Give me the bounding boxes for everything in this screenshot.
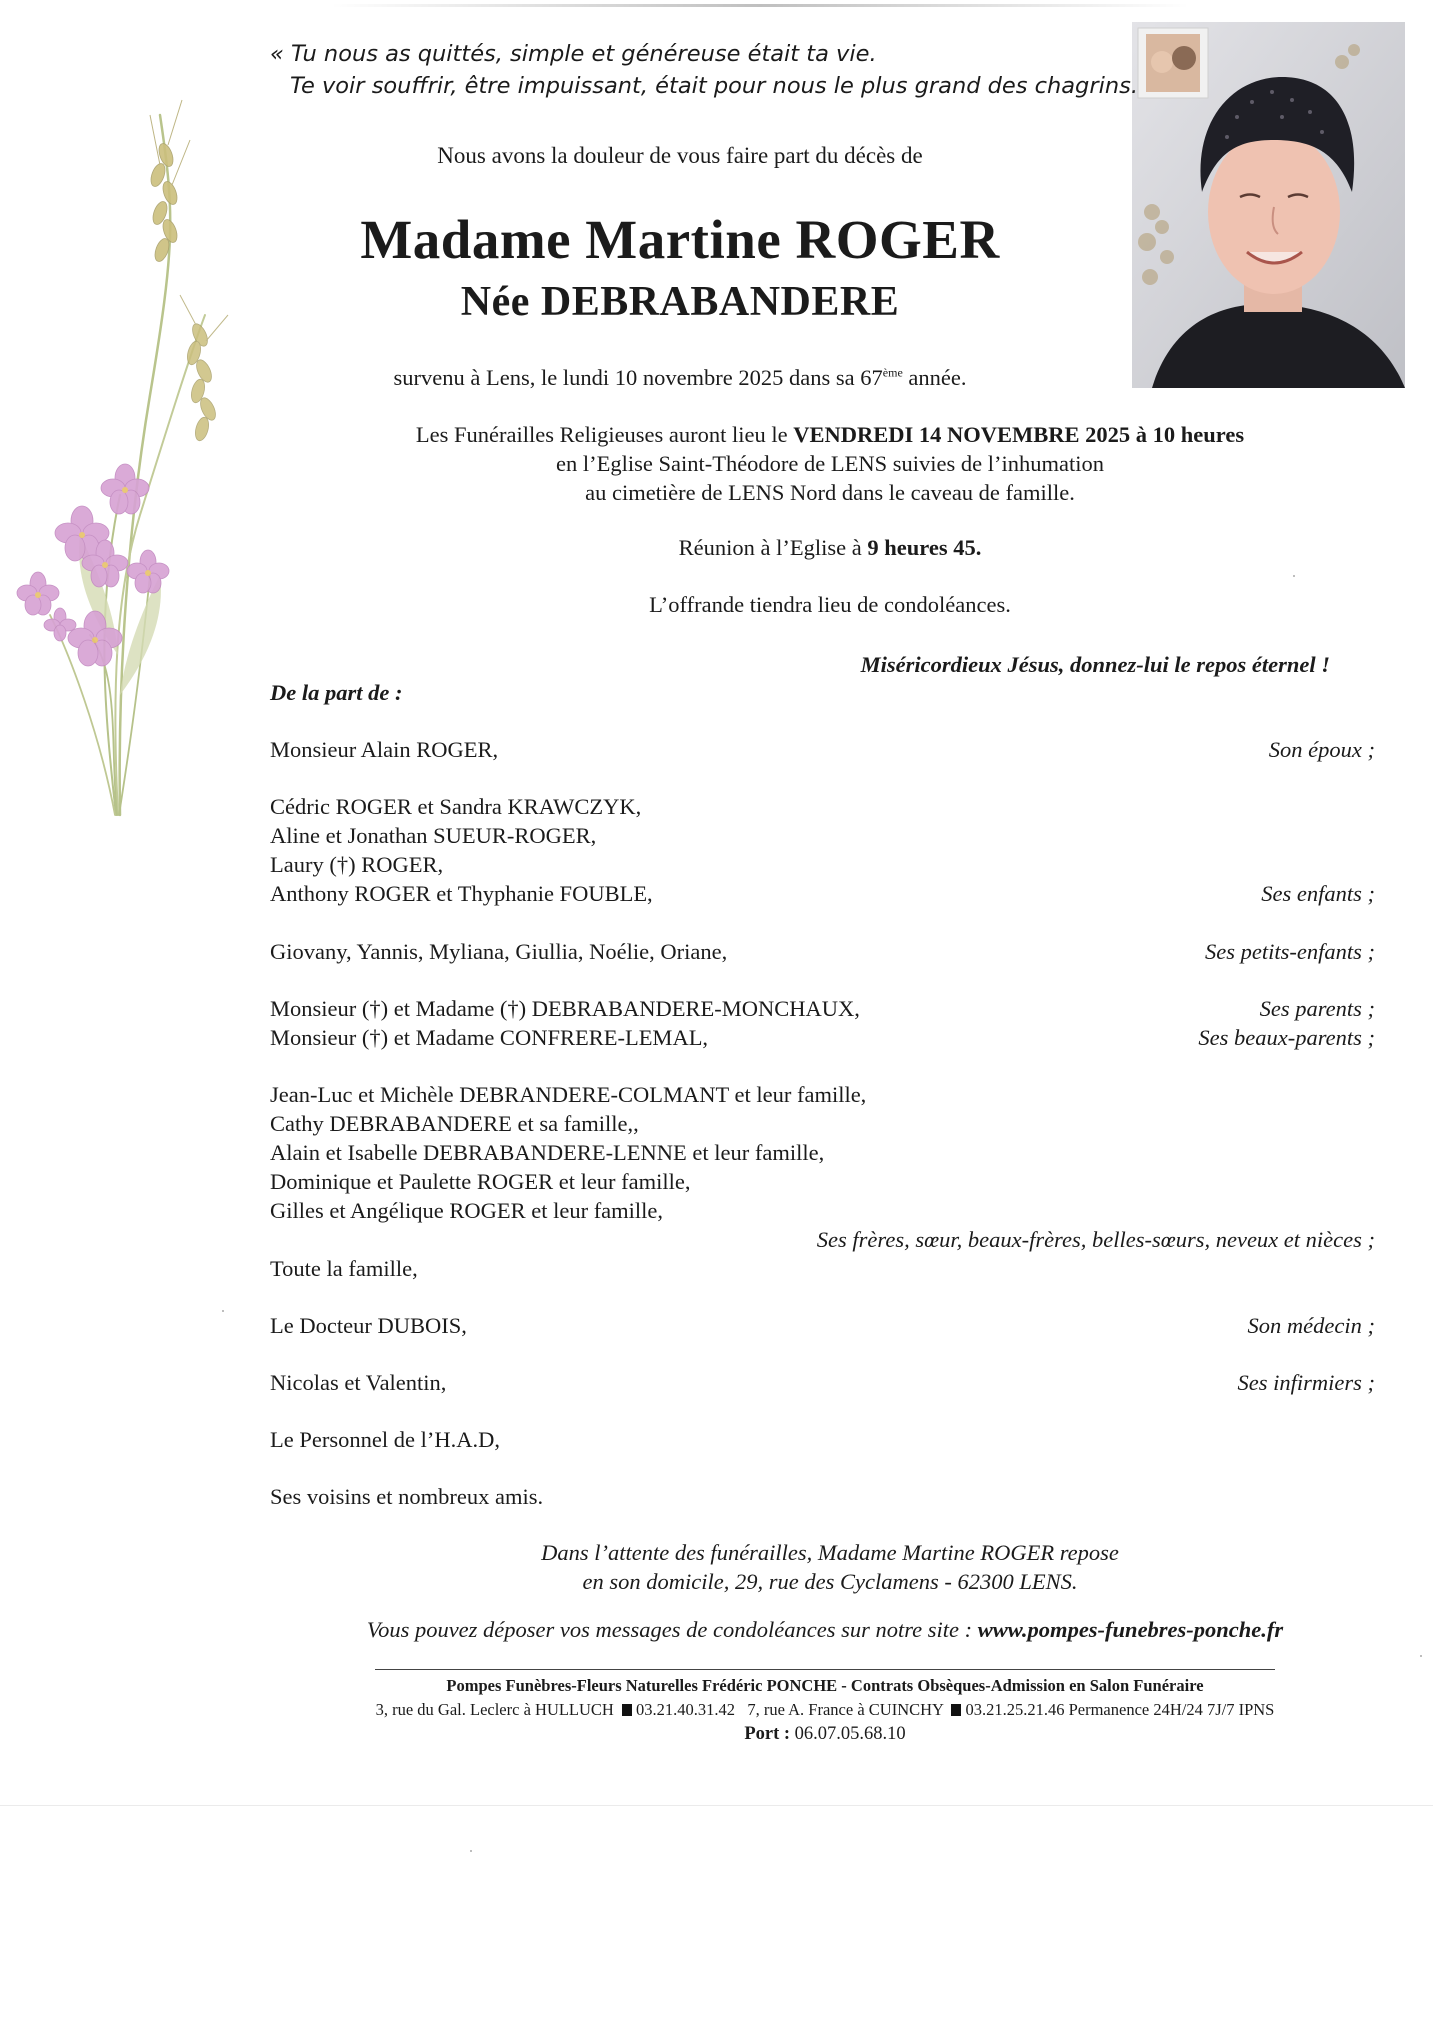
reunion-info — [330, 535, 1330, 561]
repose-info — [330, 1538, 1330, 1596]
funeral-prefix: Les Funérailles Religieuses auront lieu le — [415, 422, 794, 447]
mobile-line — [270, 1724, 1380, 1745]
death-info — [300, 365, 1060, 391]
doctor-name: Le Docteur DUBOIS, — [270, 1313, 467, 1338]
siblings-relation: Ses frères, sœur, beaux-frères, belles-sœurs, neveux et nièces ; — [816, 1227, 1375, 1252]
neighbors-friends: Ses voisins et nombreux amis. — [270, 1484, 544, 1509]
parents-in-law-relation: Ses beaux-parents ; — [1198, 1025, 1375, 1050]
whole-family: Toute la famille, — [270, 1256, 418, 1281]
prayer-line: Miséricordieux Jésus, donnez-lui le repos éternel ! — [860, 652, 1330, 677]
phone-icon — [622, 1704, 632, 1716]
list-item: Cédric ROGER et Sandra KRAWCZYK, — [270, 794, 642, 819]
list-item: Anthony ROGER et Thyphanie FOUBLE, — [270, 881, 653, 906]
nurses-names: Nicolas et Valentin, — [270, 1370, 447, 1395]
repose-line: en son domicile, 29, rue des Cyclamens - 62300 LENS. — [582, 1569, 1078, 1594]
phone-icon — [951, 1704, 961, 1716]
reunion-prefix: Réunion à l’Eglise à — [678, 535, 868, 560]
list-item: Aline et Jonathan SUEUR-ROGER, — [270, 823, 597, 848]
scan-edge-line — [0, 1805, 1433, 1806]
list-item: Dominique et Paulette ROGER et leur famille, — [270, 1169, 691, 1194]
nurses-relation: Ses infirmiers ; — [1237, 1370, 1375, 1395]
scan-speck — [1293, 575, 1295, 577]
condolence-text: Vous pouvez déposer vos messages de condoléances sur notre site : — [366, 1617, 978, 1642]
spouse-name: Monsieur Alain ROGER, — [270, 737, 499, 762]
parents-name: Monsieur (†) et Madame (†) DEBRABANDERE-MONCHAUX, — [270, 996, 860, 1021]
grandchildren-list: Giovany, Yannis, Myliana, Giullia, Noélie, Oriane, — [270, 939, 728, 964]
portrait-photo — [1132, 22, 1405, 388]
scan-speck — [1420, 1655, 1422, 1657]
funeral-line — [330, 420, 1330, 449]
port-label: Port : — [744, 1724, 791, 1744]
funeral-home-title: Pompes Funèbres-Fleurs Naturelles Frédéric PONCHE - Contrats Obsèques-Admission en Salon Funéraire — [446, 1676, 1204, 1695]
scan-speck — [222, 1310, 224, 1312]
scan-speck — [470, 1850, 472, 1852]
list-item: Cathy DEBRABANDERE et sa famille,, — [270, 1111, 639, 1136]
had-staff: Le Personnel de l’H.A.D, — [270, 1427, 500, 1452]
list-item: Laury (†) ROGER, — [270, 852, 444, 877]
address-cuinchy: 7, rue A. France à CUINCHY — [747, 1700, 944, 1719]
ordinal-suffix: ème — [882, 365, 903, 380]
children-relation: Ses enfants ; — [1261, 881, 1375, 906]
announcement-text: Nous avons la douleur de vous faire part du décès de — [437, 143, 923, 168]
address-hulluch: 3, rue du Gal. Leclerc à HULLUCH — [375, 1700, 614, 1719]
list-item: Gilles et Angélique ROGER et leur famille, — [270, 1198, 664, 1223]
condolence-note — [270, 1617, 1380, 1643]
deceased-name: Madame Martine ROGER — [360, 209, 1000, 270]
flower-illustration — [0, 95, 240, 855]
phone-cuinchy: 03.21.25.21.46 Permanence 24H/24 7J/7 IPNS — [965, 1700, 1275, 1719]
maiden-name: Née DEBRABANDERE — [460, 279, 900, 325]
list-item: Jean-Luc et Michèle DEBRANDERE-COLMANT et leur famille, — [270, 1082, 867, 1107]
death-info-text: survenu à Lens, le lundi 10 novembre 2025 dans sa 67 — [393, 365, 883, 390]
siblings-list — [270, 1080, 970, 1225]
epigraph-line: « Tu nous as quittés, simple et généreuse était ta vie. — [270, 41, 877, 67]
wheat-ear — [148, 100, 190, 263]
parents-relation: Ses parents ; — [1259, 996, 1375, 1021]
funeral-date: VENDREDI 14 NOVEMBRE 2025 à 10 heures — [793, 422, 1245, 447]
epigraph — [270, 38, 1138, 102]
offering-note: L’offrande tiendra lieu de condoléances. — [649, 592, 1011, 617]
footer-divider — [375, 1669, 1275, 1670]
funeral-line: au cimetière de LENS Nord dans le caveau de famille. — [585, 480, 1075, 505]
death-info-end: année. — [902, 365, 967, 390]
spouse-relation: Son époux ; — [1268, 737, 1375, 762]
repose-line: Dans l’attente des funérailles, Madame Martine ROGER repose — [541, 1540, 1119, 1565]
list-item: Alain et Isabelle DEBRABANDERE-LENNE et leur famille, — [270, 1140, 825, 1165]
phone-hulluch: 03.21.40.31.42 — [635, 1700, 735, 1719]
port-number: 06.07.05.68.10 — [794, 1724, 906, 1744]
funeral-details — [330, 420, 1330, 507]
funeral-line: en l’Eglise Saint-Théodore de LENS suivies de l’inhumation — [555, 451, 1104, 476]
from-heading: De la part de : — [270, 680, 403, 705]
doctor-relation: Son médecin ; — [1247, 1313, 1375, 1338]
parents-in-law-name: Monsieur (†) et Madame CONFRERE-LEMAL, — [270, 1025, 709, 1050]
grandchildren-relation: Ses petits-enfants ; — [1205, 939, 1375, 964]
website-link[interactable]: www.pompes-funebres-ponche.fr — [977, 1617, 1284, 1642]
scan-edge-line — [330, 4, 1190, 7]
reunion-time: 9 heures 45. — [867, 535, 982, 560]
funeral-home-addresses — [270, 1700, 1380, 1720]
epigraph-line: Te voir souffrir, être impuissant, était pour nous le plus grand des chagrins. — [290, 73, 1138, 99]
